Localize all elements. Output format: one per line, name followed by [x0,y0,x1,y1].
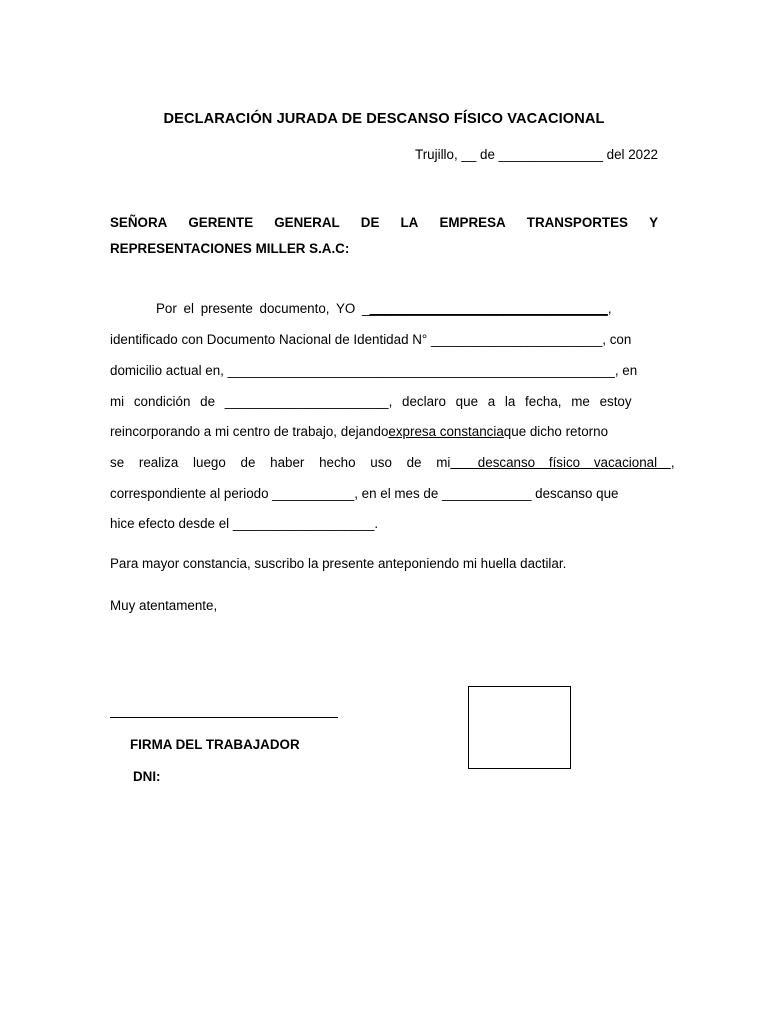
body-text: , [670,455,675,470]
body-line-5 [110,424,658,439]
addressee-word: SEÑORA [110,215,168,230]
signature-label: FIRMA DEL TRABAJADOR [130,737,300,752]
body-text: hice efecto desde el ___________________. [110,516,379,531]
closing-text: Para mayor constancia, suscribo la presente anteponiendo mi huella dactilar. [110,556,567,571]
body-line-2 [110,332,658,347]
date-line: Trujillo, __ de ______________ del 2022 [415,147,658,162]
addressee-block [110,210,658,262]
addressee-line-1 [110,210,658,236]
addressee-word: Y [649,215,658,230]
body-line-6 [110,455,675,470]
addressee-word: DE [360,215,380,230]
underlined-text: expresa constancia [388,424,504,439]
body-text: Por el presente documento, YO _ [156,301,370,316]
body-text: identificado con Documento Nacional de Identidad N° _______________________, con [110,332,632,347]
document-title: DECLARACIÓN JURADA DE DESCANSO FÍSICO VACACIONAL [163,111,605,127]
addressee-line-2: REPRESENTACIONES MILLER S.A.C: [110,241,350,256]
addressee-word: LA [400,215,419,230]
addressee-word: TRANSPORTES [526,215,628,230]
dni-label: DNI: [133,769,161,784]
body-text: que dicho retorno [503,424,609,439]
body-text: correspondiente al periodo ___________, en el mes de ____________ descanso que [110,486,619,501]
addressee-word: GENERAL [274,215,340,230]
body-line-3 [110,363,658,378]
body-text: se realiza luego de haber hecho uso de mi [110,455,451,470]
addressee-word: EMPRESA [439,215,506,230]
body-line-8 [110,516,658,531]
name-blank: ________________________________ [369,301,608,316]
addressee-word: GERENTE [188,215,254,230]
body-text: mi condición de ______________________, declaro que a la fecha, me estoy [110,394,632,409]
body-line-1 [110,301,658,316]
body-line-4 [110,394,658,409]
fingerprint-box [468,686,571,769]
body-text: , [607,301,612,316]
underlined-text: descanso físico vacacional [450,455,671,470]
body-text: reincorporando a mi centro de trabajo, dejando [110,424,389,439]
body-text: domicilio actual en, ____________________________________________________, en [110,363,638,378]
salutation: Muy atentamente, [110,598,218,613]
signature-line [110,717,338,718]
body-line-7 [110,486,658,501]
